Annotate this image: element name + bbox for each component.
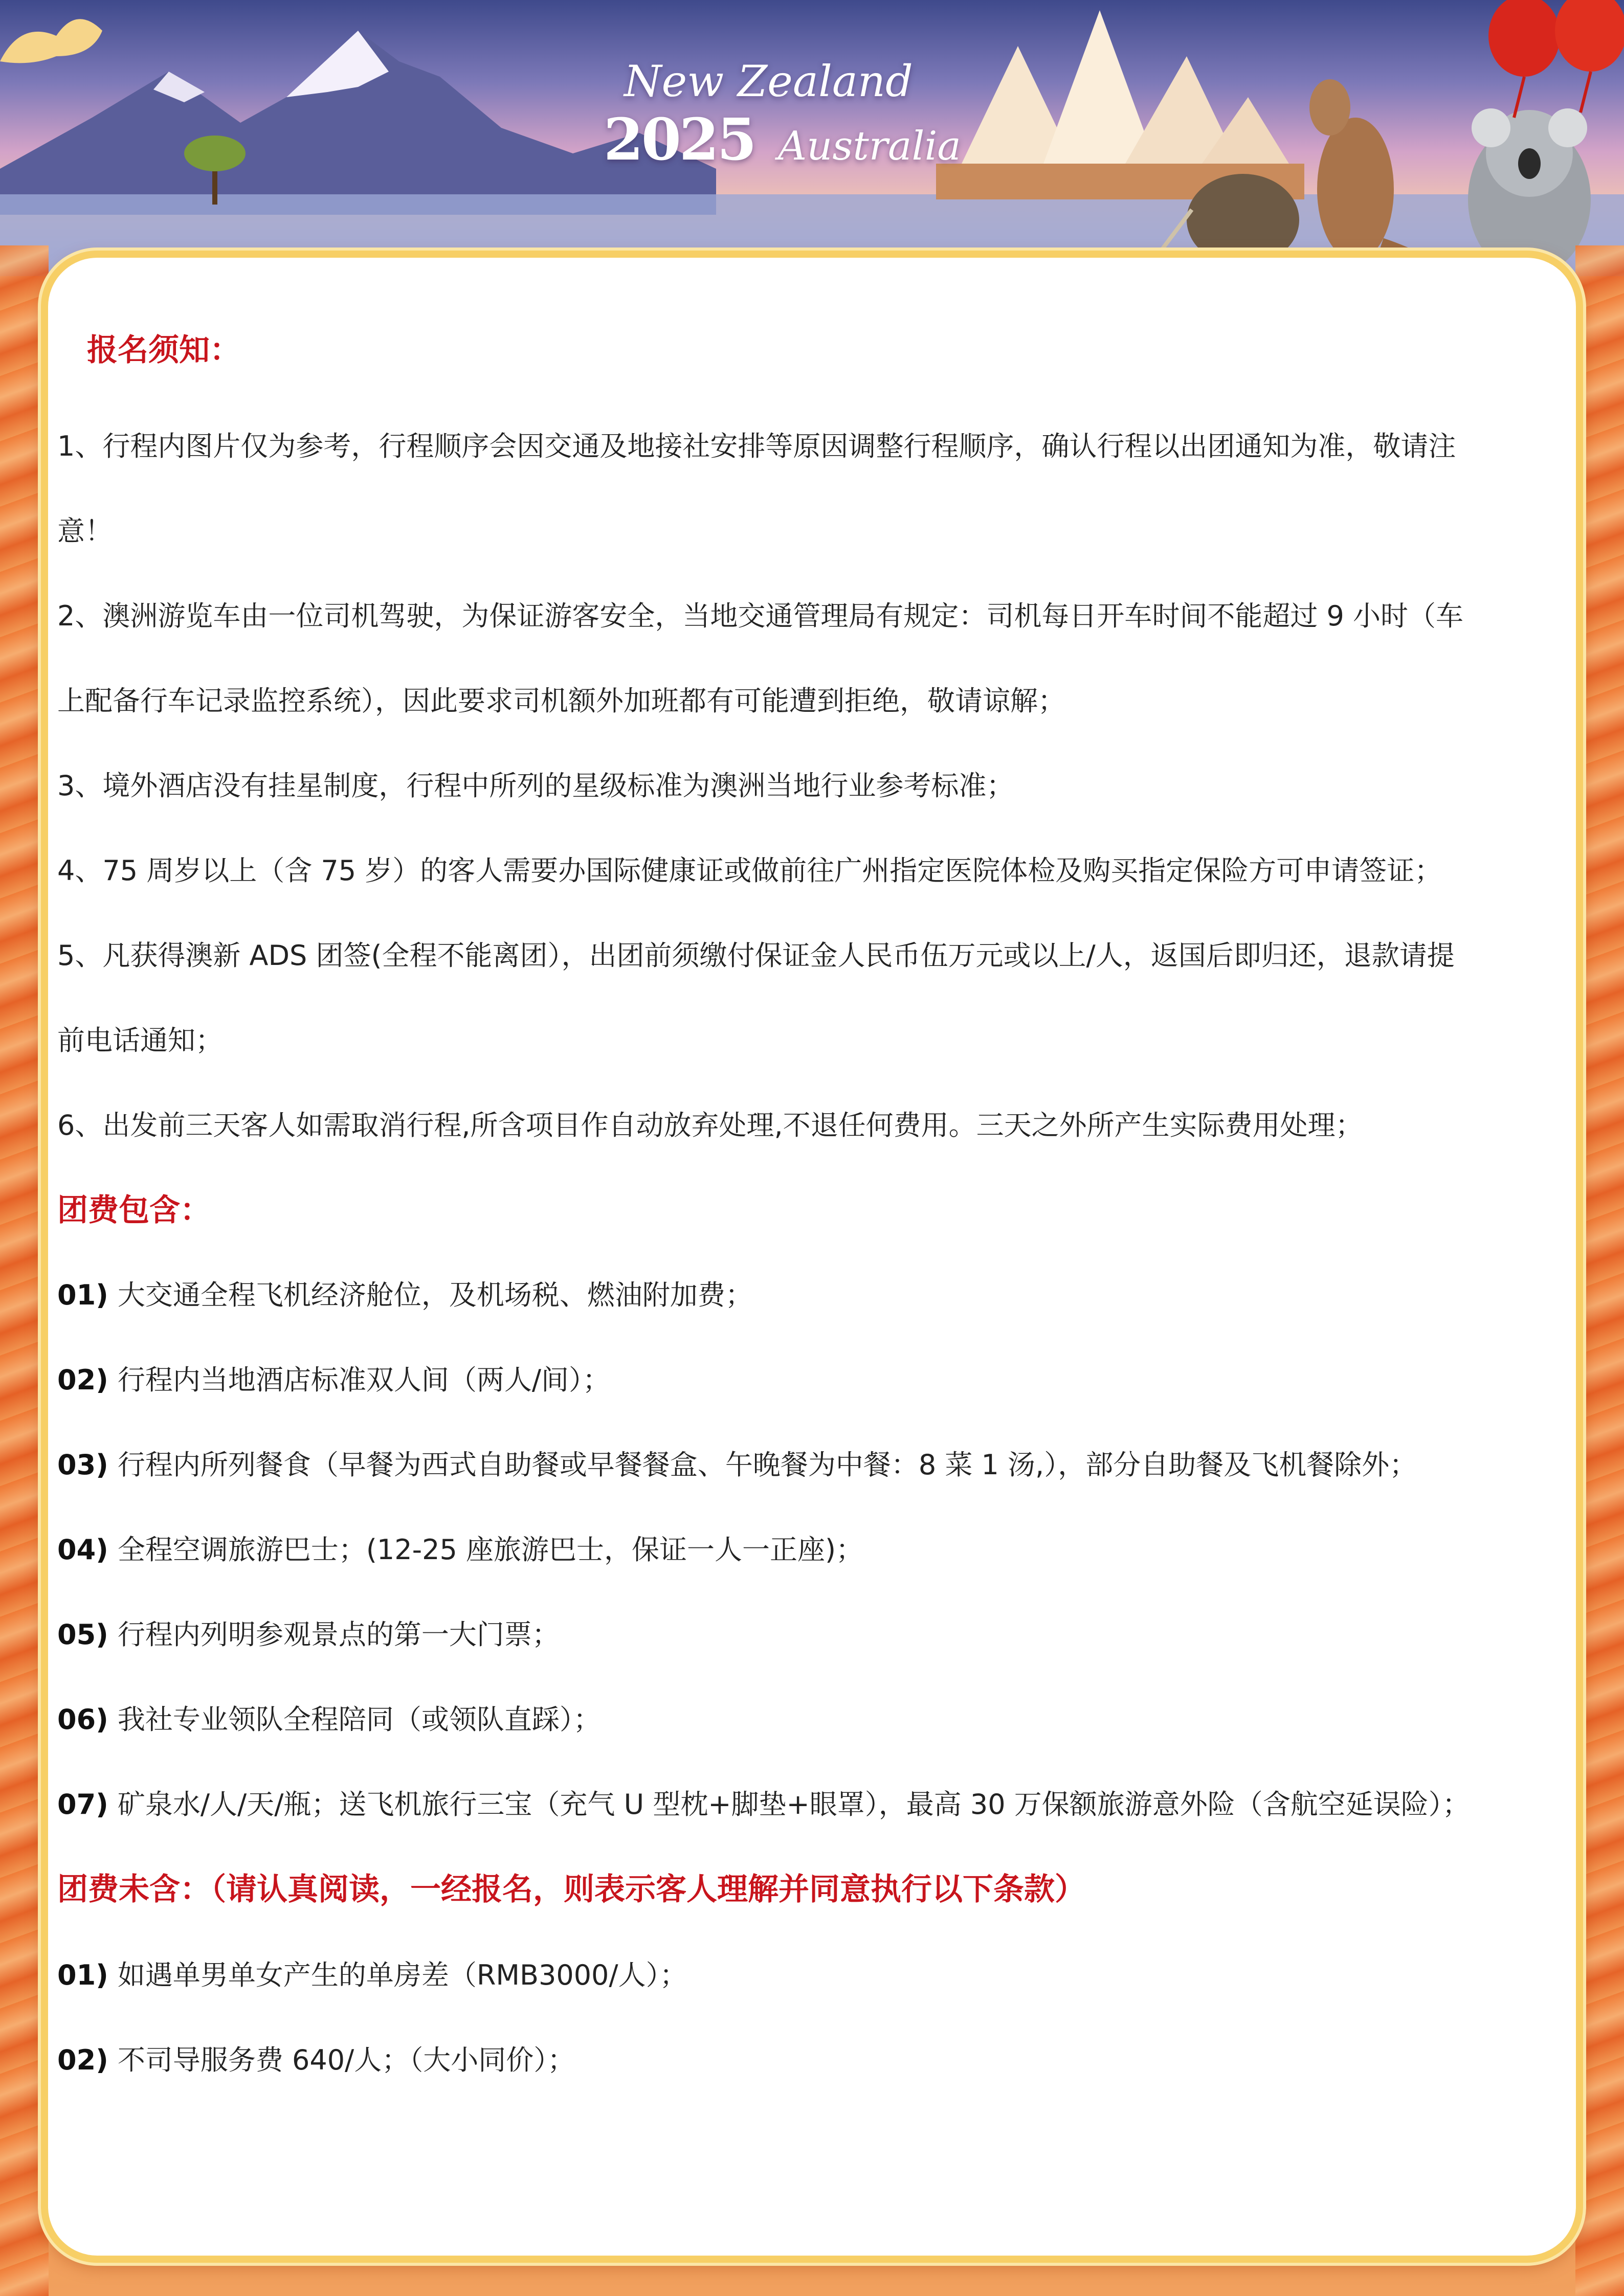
registration-item: 5、凡获得澳新 ADS 团签(全程不能离团），出团前须缴付保证金人民币伍万元或以上/人，返国后即归还，退款请提	[57, 939, 1455, 972]
koala-ear-right	[1548, 108, 1587, 147]
item-text: 不司导服务费 640/人；（大小同价）；	[117, 2044, 575, 2076]
kangaroo-head	[1309, 79, 1350, 136]
excluded-heading: 团费未含：	[57, 1872, 211, 1907]
item-text: 行程内所列餐食（早餐为西式自助餐或早餐餐盒、午晚餐为中餐：8 菜 1 汤,），部分自助餐及飞机餐除外；	[117, 1449, 1417, 1481]
item-text: 如遇单男单女产生的单房差（RMB3000/人）；	[117, 1959, 687, 1991]
item-number: 05)	[57, 1618, 108, 1651]
red-lantern-1	[1488, 0, 1560, 77]
registration-item: 1、行程内图片仅为参考，行程顺序会因交通及地接社安排等原因调整行程顺序，确认行程以出团通知为准，敬请注	[57, 430, 1456, 462]
banner-title-au: Australia	[777, 123, 961, 169]
registration-item: 4、75 周岁以上（含 75 岁）的客人需要办国际健康证或做前往广州指定医院体检及购买指定保险方可申请签证；	[57, 854, 1442, 887]
item-number: 04)	[57, 1534, 108, 1566]
registration-item-cont: 意！	[57, 515, 113, 547]
item-text: 大交通全程飞机经济舱位，及机场税、燃油附加费；	[117, 1279, 753, 1311]
included-item	[57, 1507, 1541, 1592]
registration-item: 6、出发前三天客人如需取消行程,所含项目作自动放弃处理,不退任何费用。三天之外所产生实际费用处理；	[57, 1109, 1363, 1141]
tree-canopy	[184, 136, 246, 171]
item-text: 行程内当地酒店标准双人间（两人/间）；	[117, 1364, 611, 1396]
excluded-note: （请认真阅读，一经报名，则表示客人理解并同意执行以下条款）	[211, 1872, 1085, 1907]
registration-item-cont: 上配备行车记录监控系统），因此要求司机额外加班都有可能遭到拒绝，敬请谅解；	[57, 685, 1065, 717]
document-body	[57, 327, 1541, 2103]
banner-title-nz: New Zealand	[624, 56, 913, 106]
included-item	[57, 1677, 1541, 1762]
excluded-heading-row	[57, 1847, 1541, 1933]
included-item	[57, 1592, 1541, 1677]
item-number: 01)	[57, 1959, 108, 1991]
banner-title	[604, 56, 962, 173]
kangaroo-body	[1317, 118, 1394, 261]
item-number: 02)	[57, 2044, 108, 2076]
header-banner	[0, 0, 1624, 276]
registration-heading: 报名须知：	[87, 332, 240, 368]
item-number: 02)	[57, 1364, 108, 1396]
excluded-item	[57, 1933, 1541, 2018]
koala-ear-left	[1472, 108, 1510, 147]
registration-item: 2、澳洲游览车由一位司机驾驶，为保证游客安全，当地交通管理局有规定：司机每日开车时间不能超过 9 小时（车	[57, 600, 1464, 632]
koala-nose	[1518, 148, 1541, 179]
registration-item-cont: 前电话通知；	[57, 1024, 223, 1056]
excluded-item	[57, 2018, 1541, 2103]
item-text: 矿泉水/人/天/瓶；送飞机旅行三宝（充气 U 型枕+脚垫+眼罩），最高 30 万保额旅游意外险（含航空延误险）；	[117, 1788, 1470, 1820]
item-text: 我社专业领队全程陪同（或领队直踩）；	[117, 1703, 601, 1736]
included-item	[57, 1762, 1541, 1847]
item-number: 07)	[57, 1788, 108, 1820]
included-item	[57, 1253, 1541, 1338]
item-text: 全程空调旅游巴士；(12-25 座旅游巴士，保证一人一正座)；	[117, 1534, 864, 1566]
item-number: 06)	[57, 1703, 108, 1736]
banner-title-year: 2025	[604, 106, 755, 173]
item-number: 01)	[57, 1279, 108, 1311]
registration-item: 3、境外酒店没有挂星制度，行程中所列的星级标准为澳洲当地行业参考标准；	[57, 770, 1014, 802]
included-item	[57, 1423, 1541, 1507]
red-lantern-2	[1555, 0, 1624, 72]
cloud-ornament	[0, 19, 102, 63]
included-item	[57, 1338, 1541, 1423]
item-text: 行程内列明参观景点的第一大门票；	[117, 1618, 560, 1651]
included-heading: 团费包含：	[57, 1192, 211, 1228]
lantern-tassel-2	[1581, 72, 1591, 112]
item-number: 03)	[57, 1449, 108, 1481]
